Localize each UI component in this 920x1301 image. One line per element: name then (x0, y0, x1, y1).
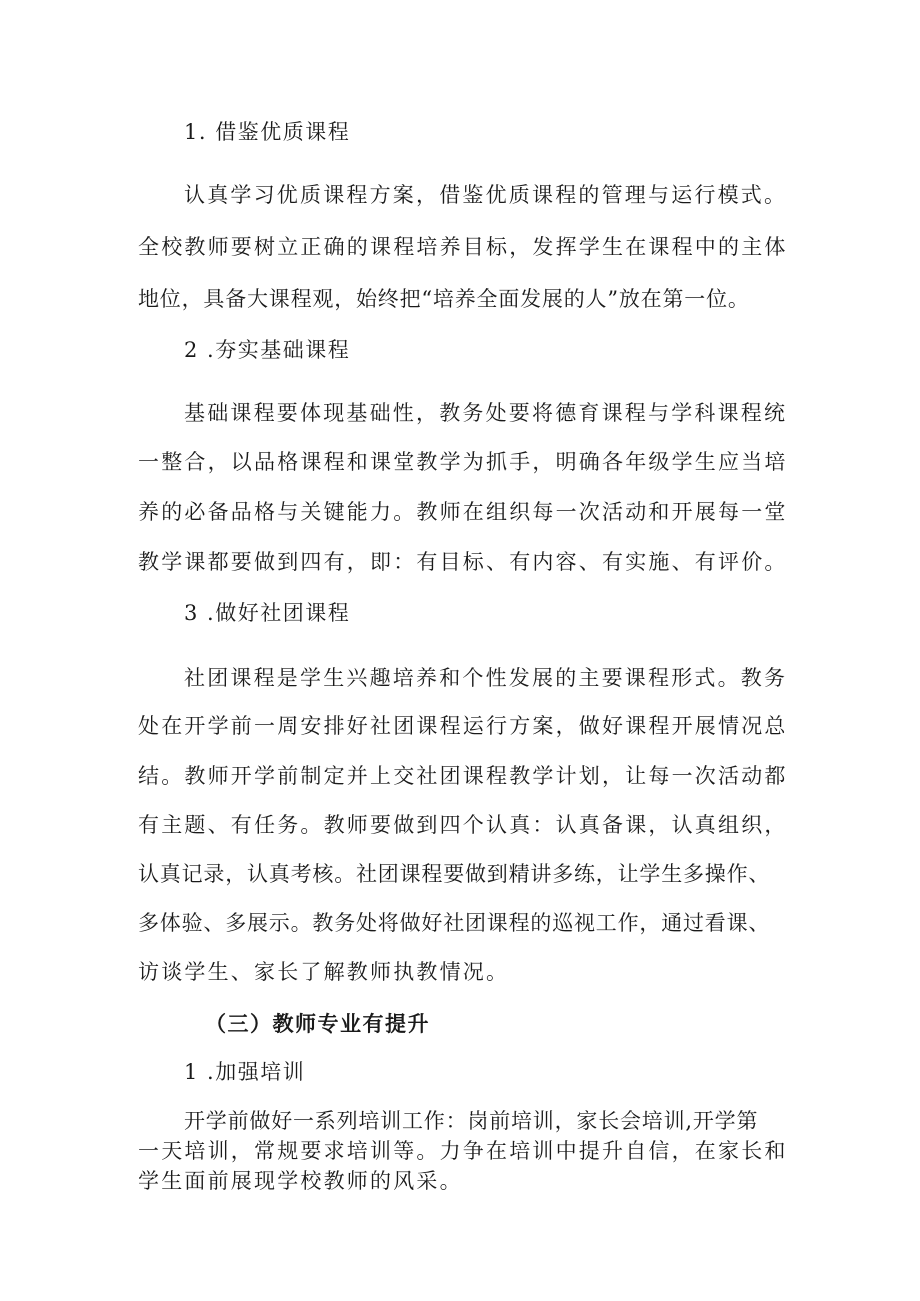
paragraph-line: 地位，具备大课程观，始终把“培养全面发展的人”放在第一位。 (138, 287, 750, 311)
heading-strengthen-basic-courses: 2 .夯实基础课程 (184, 338, 351, 362)
paragraph-line: 全校教师要树立正确的课程培养目标，发挥学生在课程中的主体 (138, 235, 788, 259)
paragraph-line: 基础课程要体现基础性，教务处要将德育课程与学科课程统 (184, 401, 788, 425)
paragraph-line: 一天培训，常规要求培训等。力争在培训中提升自信，在家长和 (138, 1139, 788, 1163)
paragraph-line: 养的必备品格与关键能力。教师在组织每一次活动和开展每一堂 (138, 500, 788, 524)
paragraph-line: 有主题、有任务。教师要做到四个认真：认真备课，认真组织， (138, 813, 788, 837)
paragraph-line: 教学课都要做到四有，即：有目标、有内容、有实施、有评价。 (138, 550, 788, 574)
paragraph-line: 社团课程是学生兴趣培养和个性发展的主要课程形式。教务 (184, 666, 788, 690)
section-heading-teacher-development: （三）教师专业有提升 (205, 1012, 430, 1036)
paragraph-line: 开学前做好一系列培训工作：岗前培训，家长会培训,开学第 (184, 1109, 759, 1133)
paragraph-line: 认真学习优质课程方案，借鉴优质课程的管理与运行模式。 (184, 183, 788, 207)
paragraph-line: 认真记录，认真考核。社团课程要做到精讲多练，让学生多操作、 (138, 862, 771, 886)
paragraph-line: 处在开学前一周安排好社团课程运行方案，做好课程开展情况总 (138, 714, 788, 738)
paragraph-line: 访谈学生、家长了解教师执教情况。 (138, 960, 510, 984)
paragraph-line: 多体验、多展示。教务处将做好社团课程的巡视工作，通过看课、 (138, 911, 771, 935)
heading-club-courses: 3 .做好社团课程 (184, 601, 351, 625)
paragraph-line: 一整合，以品格课程和课堂教学为抓手，明确各年级学生应当培 (138, 450, 788, 474)
heading-learn-quality-courses: 1. 借鉴优质课程 (184, 120, 351, 144)
paragraph-line: 学生面前展现学校教师的风采。 (138, 1169, 463, 1193)
paragraph-line: 结。教师开学前制定并上交社团课程教学计划，让每一次活动都 (138, 764, 788, 788)
heading-strengthen-training: 1 .加强培训 (184, 1060, 306, 1084)
